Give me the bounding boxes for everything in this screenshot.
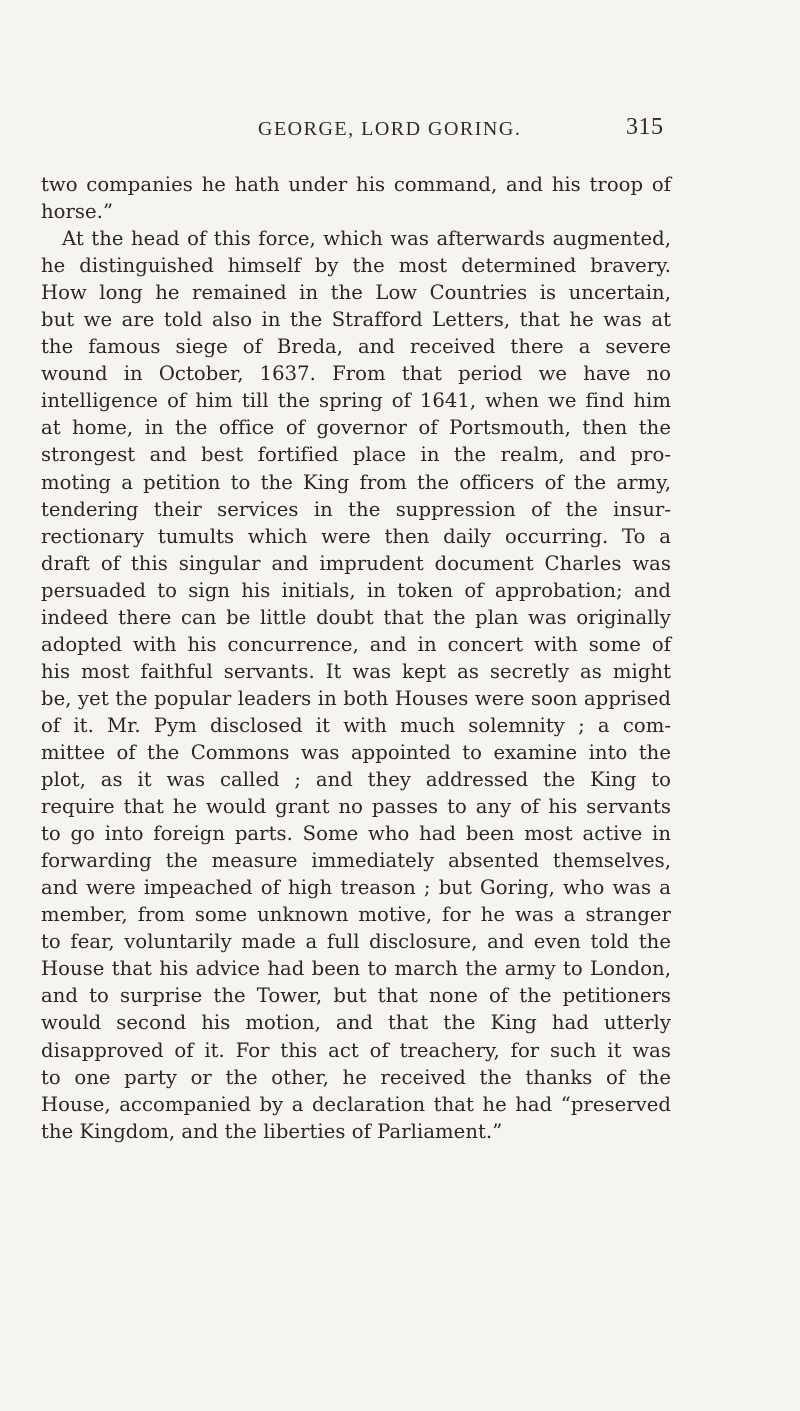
text-line: horse.” [41, 200, 114, 224]
running-head-title: GEORGE, LORD GORING. [258, 118, 522, 140]
text-line: to one party or the other, he received the thanks of the [41, 1065, 671, 1089]
text-line: and to surprise the Tower, but that none of the petitioners [41, 984, 671, 1008]
text-line: indeed there can be little doubt that the plan was originally [41, 605, 671, 629]
text-line: mittee of the Commons was appointed to examine into the [41, 740, 671, 764]
text-line: tendering their services in the suppression of the insur- [41, 497, 671, 521]
text-line: disapproved of it. For this act of treachery, for such it was [41, 1038, 671, 1062]
text-line: require that he would grant no passes to any of his servants [41, 795, 671, 819]
text-line: rectionary tumults which were then daily occurring. To a [41, 524, 671, 548]
text-line: persuaded to sign his initials, in token of approbation; and [41, 578, 671, 602]
text-line: forwarding the measure immediately absented themselves, [41, 849, 671, 873]
text-line: adopted with his concurrence, and in concert with some of [41, 632, 671, 656]
text-line: How long he remained in the Low Countries is uncertain, [41, 281, 671, 305]
text-line: draft of this singular and imprudent document Charles was [41, 551, 671, 575]
page-number: 315 [626, 114, 664, 140]
text-line: plot, as it was called ; and they addressed the King to [41, 768, 671, 792]
text-line: member, from some unknown motive, for he was a stranger [41, 903, 671, 927]
text-line: be, yet the popular leaders in both Houses were soon apprised [41, 686, 671, 710]
text-line: he distinguished himself by the most determined bravery. [41, 254, 671, 278]
text-line: at home, in the office of governor of Portsmouth, then the [41, 416, 671, 440]
text-line: House, accompanied by a declaration that he had “preserved [41, 1092, 671, 1116]
text-line: but we are told also in the Strafford Letters, that he was at [41, 308, 671, 332]
text-line: the famous siege of Breda, and received there a severe [41, 335, 671, 359]
text-line: two companies he hath under his command, and his troop of [41, 173, 671, 196]
text-line: of it. Mr. Pym disclosed it with much solemnity ; a com- [41, 713, 671, 737]
text-line: At the head of this force, which was afterwards augmented, [62, 227, 671, 251]
text-line: would second his motion, and that the King had utterly [41, 1011, 671, 1035]
text-line: and were impeached of high treason ; but Goring, who was a [41, 876, 671, 900]
text-line: the Kingdom, and the liberties of Parliament.” [41, 1119, 503, 1143]
text-line: to go into foreign parts. Some who had been most active in [41, 822, 671, 846]
body-text [41, 171, 671, 1145]
text-line: intelligence of him till the spring of 1641, when we find him [41, 389, 671, 413]
text-line: to fear, voluntarily made a full disclosure, and even told the [41, 930, 671, 954]
text-line: House that his advice had been to march the army to London, [41, 957, 671, 981]
text-line: his most faithful servants. It was kept as secretly as might [41, 659, 671, 683]
text-line: wound in October, 1637. From that period we have no [41, 362, 671, 386]
text-line: strongest and best fortified place in the realm, and pro- [41, 443, 671, 467]
text-line: moting a petition to the King from the officers of the army, [41, 470, 671, 494]
